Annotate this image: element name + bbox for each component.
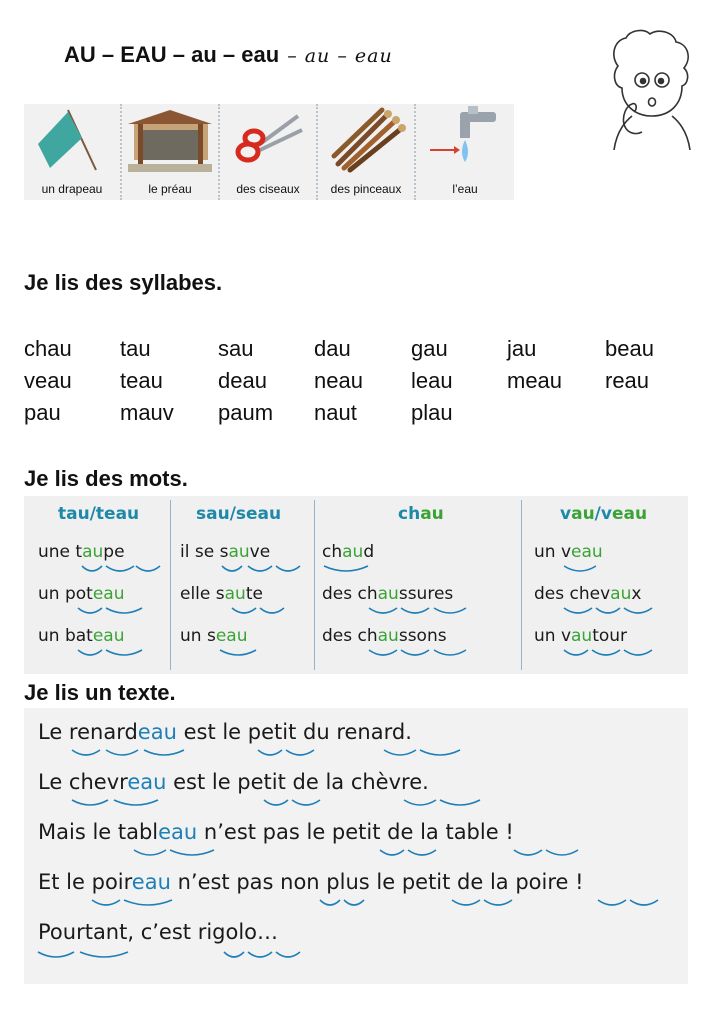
- word-part: il se s: [180, 542, 229, 562]
- word: [534, 542, 603, 562]
- vocabulary-pictures: [24, 104, 524, 200]
- text-line: [38, 920, 278, 944]
- word-part: d: [363, 542, 375, 562]
- syllable: mauv: [120, 400, 174, 425]
- word: [322, 584, 453, 604]
- column-divider: [170, 500, 171, 670]
- word-part: elle s: [180, 584, 225, 604]
- word-part: tour: [592, 626, 628, 646]
- word-sound: au: [610, 584, 632, 604]
- syllable: plau: [411, 400, 453, 425]
- header-part: v: [560, 504, 572, 524]
- thinking-boy-icon: [604, 28, 696, 150]
- text-part: Le chevr: [38, 770, 128, 794]
- syllable: naut: [314, 400, 357, 425]
- word-sound: au: [377, 584, 399, 604]
- words-column: [38, 496, 168, 674]
- word-part: des ch: [322, 584, 378, 604]
- text-sound: eau: [127, 770, 167, 794]
- word: [534, 626, 627, 646]
- header-part: ch: [398, 504, 421, 524]
- picture-card: [318, 104, 416, 200]
- paintbrushes-icon: [318, 104, 414, 176]
- word-sound: au: [571, 626, 593, 646]
- word-part: un bat: [38, 626, 93, 646]
- picture-caption: un drapeau: [41, 182, 103, 196]
- words-column: [532, 496, 682, 674]
- scissors-icon: [220, 104, 316, 176]
- section-heading-words: Je lis des mots.: [24, 466, 188, 491]
- text-part: Et le poir: [38, 870, 132, 894]
- word-sound: eau: [92, 626, 125, 646]
- syllable: reau: [605, 368, 650, 393]
- section-heading-text: Je lis un texte.: [24, 680, 176, 705]
- flag-icon: [24, 104, 120, 176]
- word-sound: au: [82, 542, 104, 562]
- word-sound: au: [377, 626, 399, 646]
- text-part: Le renard: [38, 720, 138, 744]
- word-part: un v: [534, 626, 572, 646]
- picture-caption: le préau: [148, 182, 192, 196]
- header-sound: au: [420, 504, 444, 524]
- column-header: [398, 504, 444, 524]
- picture-card: [24, 104, 122, 200]
- lesson-title: [64, 42, 393, 68]
- word-part: x: [631, 584, 642, 604]
- syllable: neau: [314, 368, 363, 393]
- word: [38, 584, 124, 604]
- header-sound: au: [571, 504, 595, 524]
- syllable: dau: [314, 336, 351, 361]
- shelter-icon: [122, 104, 218, 176]
- text-sound: eau: [158, 820, 198, 844]
- syllable: jau: [507, 336, 537, 361]
- header-part: /v: [594, 504, 612, 524]
- picture-card: [416, 104, 514, 200]
- word: [180, 626, 247, 646]
- word: [534, 584, 641, 604]
- syllable: deau: [218, 368, 267, 393]
- syllable: gau: [411, 336, 448, 361]
- syllable: sau: [218, 336, 254, 361]
- picture-card: [122, 104, 220, 200]
- word-part: te: [245, 584, 263, 604]
- word-part: pe: [103, 542, 125, 562]
- column-header: sau/seau: [196, 504, 282, 524]
- column-divider: [314, 500, 315, 670]
- syllable-row: [24, 368, 704, 400]
- text-part: n’est pas non plus le petit de la poire !: [170, 870, 584, 894]
- words-column: [180, 496, 310, 674]
- word-sound: eau: [571, 542, 603, 562]
- title-cursive: – au – eau: [287, 45, 393, 67]
- text-line: [38, 770, 429, 794]
- word: [180, 542, 270, 562]
- words-table: [24, 496, 688, 674]
- word-part: un s: [180, 626, 216, 646]
- syllable: meau: [507, 368, 563, 393]
- word-part: ve: [249, 542, 271, 562]
- word-sound: au: [342, 542, 364, 562]
- word-part: des ch: [322, 626, 378, 646]
- text-part: Mais le tabl: [38, 820, 159, 844]
- reading-text: [24, 708, 688, 984]
- syllable: leau: [411, 368, 453, 393]
- word: [322, 542, 374, 562]
- word-part: ssons: [398, 626, 447, 646]
- word-sound: eau: [215, 626, 248, 646]
- syllable: pau: [24, 400, 61, 425]
- header-sound: eau: [611, 504, 648, 524]
- word-part: des chev: [534, 584, 611, 604]
- syllable: beau: [605, 336, 654, 361]
- word: [180, 584, 263, 604]
- word-sound: au: [224, 584, 246, 604]
- picture-caption: l’eau: [452, 182, 478, 196]
- word-sound: eau: [92, 584, 125, 604]
- syllable-grid: [24, 336, 704, 432]
- syllable-row: [24, 336, 704, 368]
- text-line: [38, 720, 412, 744]
- word: [38, 626, 124, 646]
- column-header: [560, 504, 647, 524]
- syllable: teau: [120, 368, 163, 393]
- word-sound: au: [228, 542, 250, 562]
- syllable-row: [24, 400, 704, 432]
- syllable: tau: [120, 336, 151, 361]
- text-part: est le petit du renard.: [176, 720, 412, 744]
- water-tap-icon: [416, 104, 512, 176]
- text-sound: eau: [137, 720, 177, 744]
- section-heading-syllables: Je lis des syllabes.: [24, 270, 223, 295]
- word-part: un pot: [38, 584, 93, 604]
- word-part: une t: [38, 542, 83, 562]
- text-part: Pourtant, c’est rigolo…: [38, 920, 279, 944]
- picture-card: [220, 104, 318, 200]
- words-column: [322, 496, 518, 674]
- syllable: chau: [24, 336, 72, 361]
- text-line: [38, 870, 584, 894]
- title-print: AU – EAU – au – eau: [64, 42, 280, 67]
- word: [38, 542, 125, 562]
- syllable: paum: [218, 400, 274, 425]
- picture-caption: des pinceaux: [330, 182, 402, 196]
- word-part: ssures: [398, 584, 454, 604]
- picture-caption: des ciseaux: [236, 182, 300, 196]
- text-line: [38, 820, 514, 844]
- word-part: un v: [534, 542, 572, 562]
- syllable: veau: [24, 368, 72, 393]
- word: [322, 626, 447, 646]
- column-header: tau/teau: [58, 504, 140, 524]
- text-part: n’est pas le petit de la table !: [197, 820, 514, 844]
- column-divider: [521, 500, 522, 670]
- text-sound: eau: [131, 870, 171, 894]
- word-part: ch: [322, 542, 343, 562]
- text-part: est le petit de la chèvre.: [166, 770, 429, 794]
